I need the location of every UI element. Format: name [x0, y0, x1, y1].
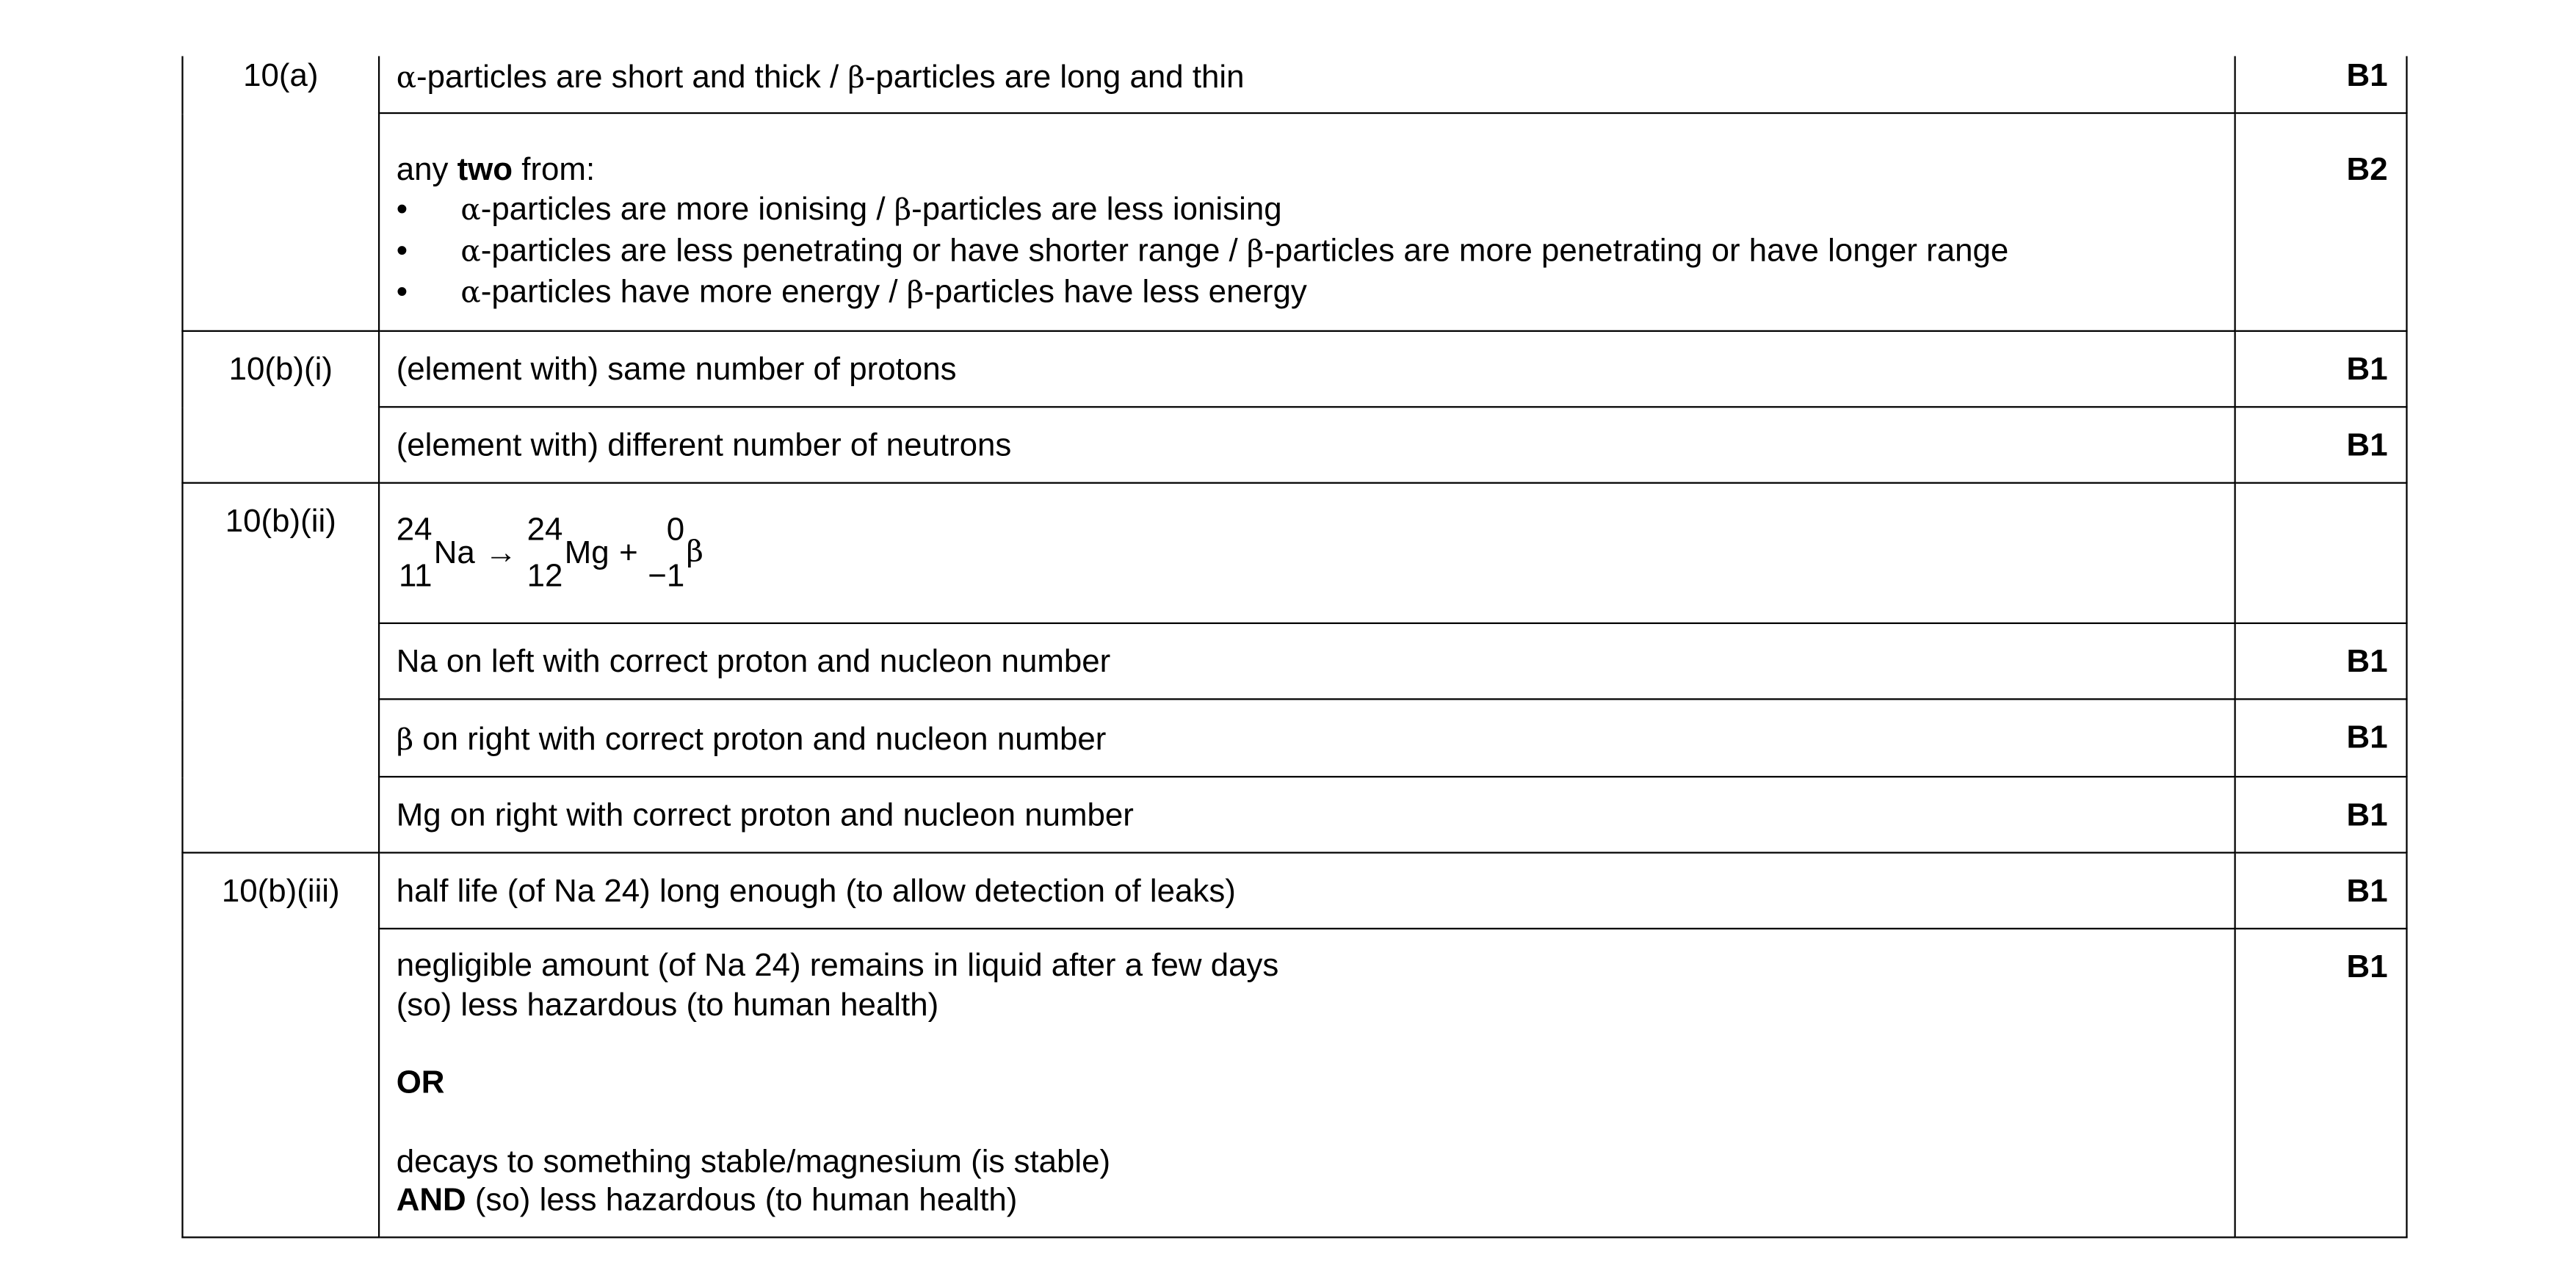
mark-cell: B1	[2235, 699, 2407, 777]
mark-cell: B1	[2235, 331, 2407, 407]
answer-cell: any two from: • α-particles are more ionising / β-particles are less ionising • α-particles are less penetrating or have shorter range / β-particles are more penetrating or have longer range • α-particles have more energy / β-particles have less energy	[379, 113, 2235, 331]
list-item: • α-particles are more ionising / β-particles are less ionising	[397, 190, 2218, 231]
table-row	[182, 852, 2406, 928]
magnesium-nuclide: 24 12 Mg	[527, 512, 609, 595]
nuclear-equation	[397, 484, 2218, 623]
bullet-icon: •	[396, 191, 408, 228]
alpha-symbol: α	[396, 61, 417, 96]
bullet-icon: •	[396, 274, 408, 311]
sodium-nuclide: 24 11 Na	[396, 512, 475, 595]
table-row	[182, 777, 2406, 852]
answer-cell: β on right with correct proton and nucleon number	[379, 699, 2235, 777]
list-item: • α-particles have more energy / β-particles have less energy	[397, 272, 2218, 313]
answer-cell: negligible amount (of Na 24) remains in liquid after a few days (so) less hazardous (to human health) OR decays to something stable/magnesium (is stable) AND (so) less hazardous (to human health)	[379, 929, 2235, 1238]
arrow-icon: →	[485, 534, 518, 572]
mark-cell: B1	[2235, 56, 2407, 113]
mark-cell: B1	[2235, 777, 2407, 852]
list-item: • α-particles are less penetrating or have shorter range / β-particles are more penetrating or have longer range	[397, 231, 2218, 272]
mark-cell: B1	[2235, 852, 2407, 928]
answer-cell: (element with) different number of neutrons	[379, 407, 2235, 482]
answer-cell: Na on left with correct proton and nucleon number	[379, 623, 2235, 699]
beta-particle: 0 −1 β	[648, 512, 703, 595]
beta-symbol: β	[847, 61, 865, 96]
table-row	[182, 699, 2406, 777]
answer-cell: α-particles are short and thick / β-particles are long and thin	[379, 56, 2235, 113]
question-number: 10(b)(ii)	[182, 483, 379, 853]
mark-cell: B1	[2235, 929, 2407, 1238]
mark-cell: B1	[2235, 407, 2407, 482]
and-label: AND	[396, 1182, 466, 1219]
plus-sign: +	[619, 534, 638, 572]
mark-cell	[2235, 483, 2407, 623]
equation-cell	[379, 483, 2235, 623]
question-number: 10(b)(i)	[182, 331, 379, 483]
table-row	[182, 407, 2406, 482]
answer-cell: Mg on right with correct proton and nucleon number	[379, 777, 2235, 852]
answer-cell: half life (of Na 24) long enough (to allow detection of leaks)	[379, 852, 2235, 928]
table-row	[182, 483, 2406, 623]
bullet-icon: •	[396, 233, 408, 269]
answer-cell: (element with) same number of protons	[379, 331, 2235, 407]
mark-cell: B1	[2235, 623, 2407, 699]
table-row	[182, 113, 2406, 331]
table-row	[182, 623, 2406, 699]
beta-symbol: β	[396, 722, 414, 758]
question-number: 10(a)	[182, 56, 379, 330]
or-label: OR	[396, 1065, 445, 1101]
table-row	[182, 331, 2406, 407]
question-number: 10(b)(iii)	[182, 852, 379, 1237]
table-row	[182, 56, 2406, 113]
mark-scheme-table	[181, 56, 2407, 1238]
table-row	[182, 929, 2406, 1238]
bullet-list	[397, 190, 2218, 314]
mark-cell: B2	[2235, 113, 2407, 331]
